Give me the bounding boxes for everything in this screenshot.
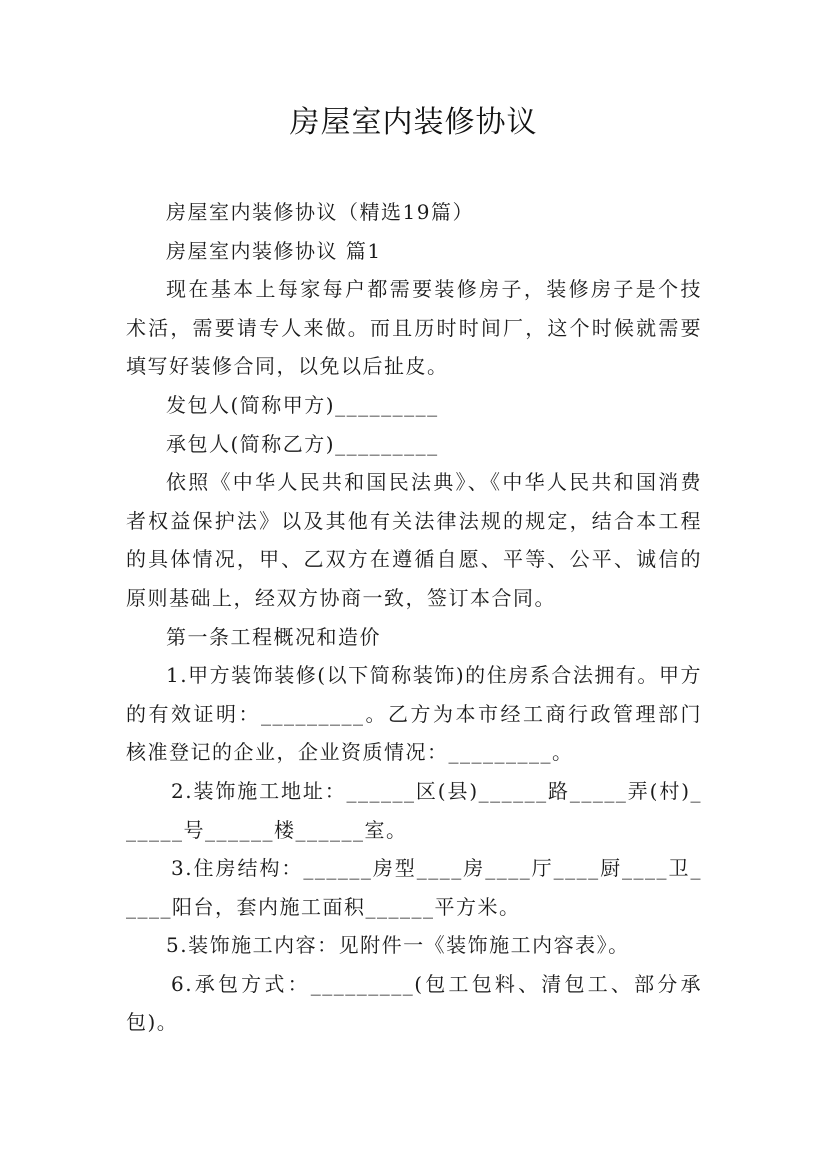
clause-6: 6.承包方式：_________(包工包料、清包工、部分承包)。: [126, 971, 702, 1035]
clause-5: 5.装饰施工内容：见附件一《装饰施工内容表》。: [166, 933, 630, 958]
subtitle-paragraph: 房屋室内装修协议（精选19篇）: [166, 200, 474, 224]
party-b-line: 承包人(简称乙方)_________: [166, 431, 439, 456]
clause-2: 2.装饰施工地址：______区(县)______路_____弄(村)______号______楼______室。: [126, 778, 702, 842]
document-title: 房屋室内装修协议: [289, 105, 538, 140]
intro-paragraph: 现在基本上每家每户都需要装修房子，装修房子是个技术活，需要请专人来做。而且历时时间厂，这个时候就需要填写好装修合同，以免以后扯皮。: [126, 277, 702, 379]
clause-1: 1.甲方装饰装修(以下简称装饰)的住房系合法拥有。甲方的有效证明：_________。乙方为本市经工商行政管理部门核准登记的企业，企业资质情况：_________。: [126, 663, 702, 765]
legal-basis-paragraph: 依照《中华人民共和国民法典》、《中华人民共和国消费者权益保护法》以及其他有关法律法规的规定，结合本工程的具体情况，甲、乙双方在遵循自愿、平等、公平、诚信的原则基础上，经双方协商一致，签订本合同。: [126, 470, 702, 610]
clause-3: 3.住房结构：______房型____房____厅____厨____卫_____阳台，套内施工面积______平方米。: [126, 856, 702, 919]
article-1-heading: 第一条工程概况和造价: [166, 624, 381, 649]
party-a-line: 发包人(简称甲方)_________: [166, 392, 439, 417]
section-heading: 房屋室内装修协议 篇1: [166, 238, 382, 263]
document-body: [126, 193, 702, 1042]
